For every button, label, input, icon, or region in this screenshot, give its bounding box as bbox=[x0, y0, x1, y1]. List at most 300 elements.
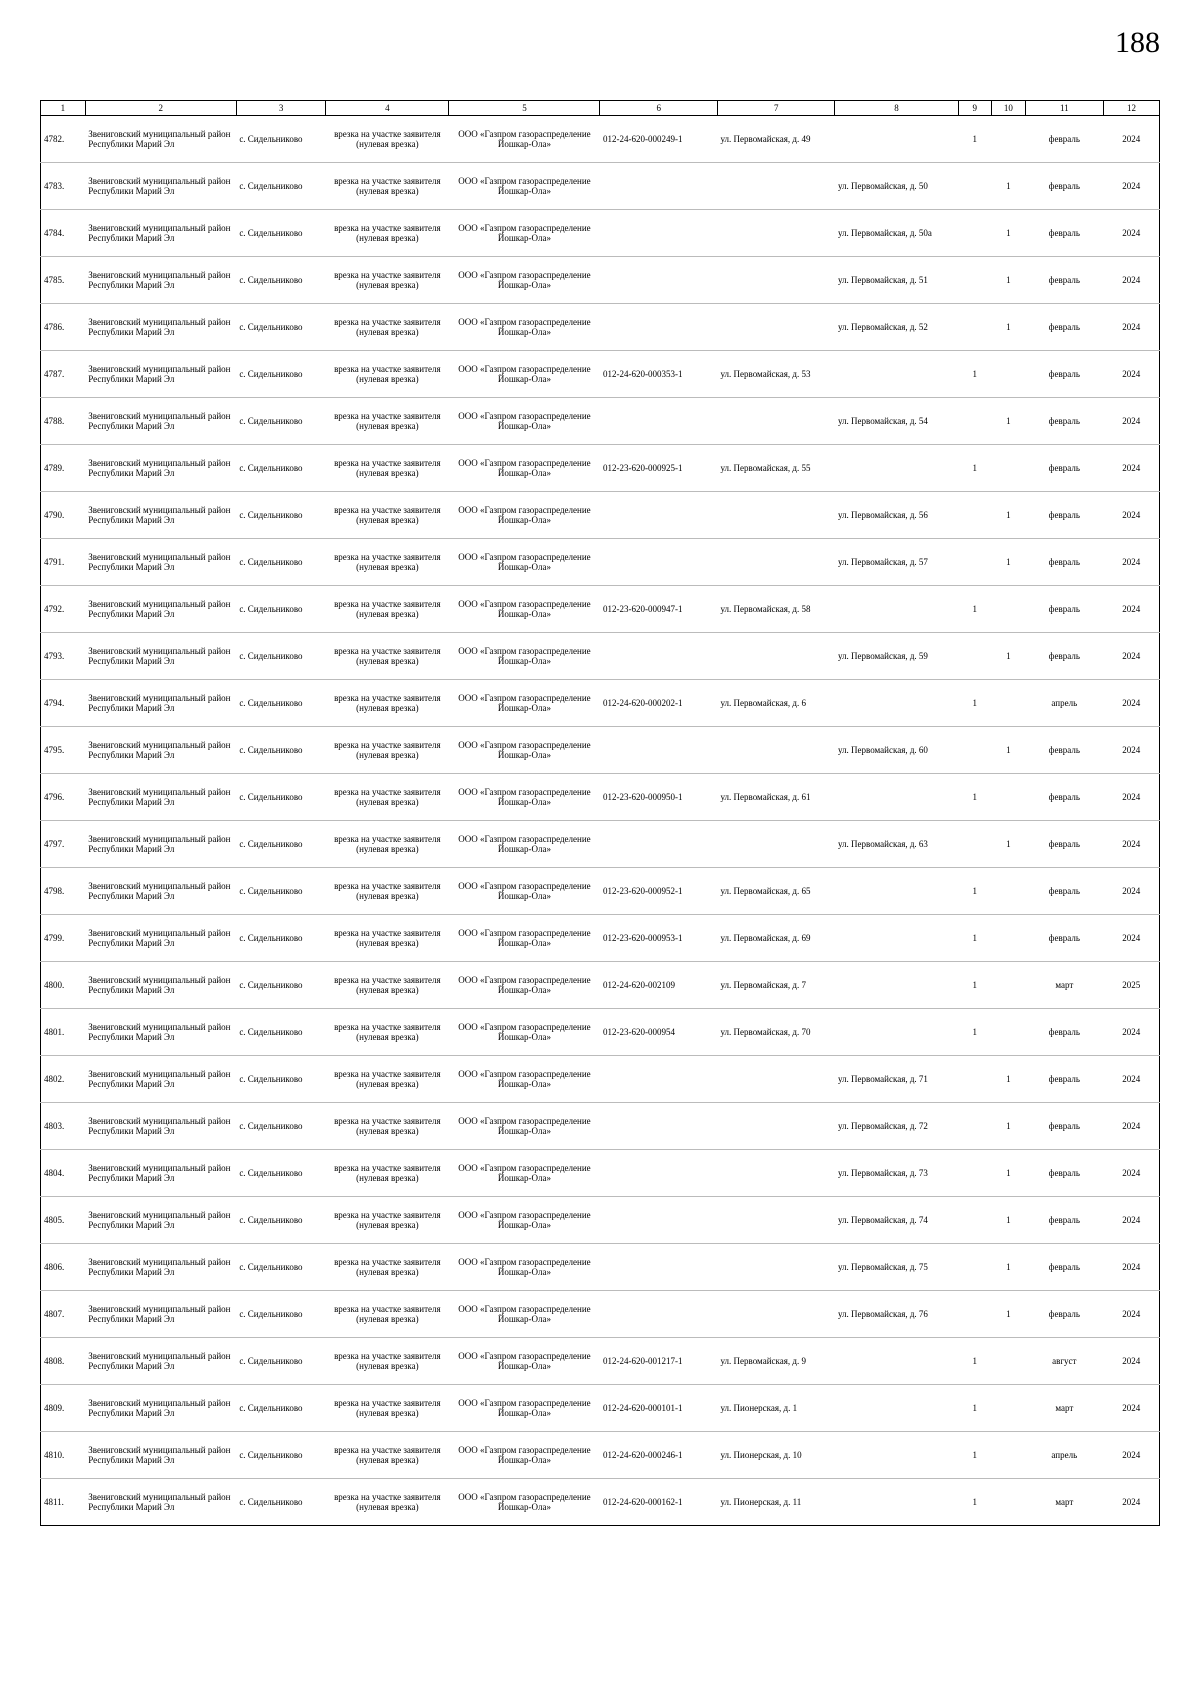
count-alt-cell: 1 bbox=[992, 727, 1026, 774]
work-type-cell: врезка на участке заявителя (нулевая врезка) bbox=[326, 492, 449, 539]
month-cell: февраль bbox=[1025, 445, 1103, 492]
count-alt-cell bbox=[992, 1432, 1026, 1479]
month-cell: март bbox=[1025, 1385, 1103, 1432]
year-cell: 2024 bbox=[1103, 1479, 1159, 1526]
table-row bbox=[41, 821, 1160, 868]
contract-code-cell: 012-24-620-000249-1 bbox=[600, 116, 717, 163]
organization-cell: ООО «Газпром газораспределение Йошкар-Ола» bbox=[449, 774, 600, 821]
address-alt-cell bbox=[835, 116, 958, 163]
count-alt-cell bbox=[992, 1009, 1026, 1056]
row-number: 4789. bbox=[41, 445, 86, 492]
district-cell: Звениговский муниципальный район Республики Марий Эл bbox=[85, 1385, 236, 1432]
work-type-cell: врезка на участке заявителя (нулевая врезка) bbox=[326, 727, 449, 774]
address-alt-cell bbox=[835, 774, 958, 821]
month-cell: февраль bbox=[1025, 257, 1103, 304]
month-cell: февраль bbox=[1025, 1103, 1103, 1150]
district-cell: Звениговский муниципальный район Республики Марий Эл bbox=[85, 1244, 236, 1291]
village-cell: с. Сидельниково bbox=[236, 1291, 326, 1338]
year-cell: 2024 bbox=[1103, 915, 1159, 962]
count-alt-cell bbox=[992, 1479, 1026, 1526]
count-cell: 1 bbox=[958, 868, 992, 915]
organization-cell: ООО «Газпром газораспределение Йошкар-Ола» bbox=[449, 1338, 600, 1385]
year-cell: 2024 bbox=[1103, 1197, 1159, 1244]
address-cell: ул. Первомайская, д. 7 bbox=[717, 962, 834, 1009]
count-cell bbox=[958, 1291, 992, 1338]
count-cell bbox=[958, 163, 992, 210]
count-alt-cell: 1 bbox=[992, 210, 1026, 257]
table-row bbox=[41, 633, 1160, 680]
address-cell bbox=[717, 821, 834, 868]
count-cell: 1 bbox=[958, 586, 992, 633]
month-cell: февраль bbox=[1025, 210, 1103, 257]
district-cell: Звениговский муниципальный район Республики Марий Эл bbox=[85, 1197, 236, 1244]
village-cell: с. Сидельниково bbox=[236, 1479, 326, 1526]
village-cell: с. Сидельниково bbox=[236, 1244, 326, 1291]
contract-code-cell bbox=[600, 539, 717, 586]
contract-code-cell bbox=[600, 727, 717, 774]
work-type-cell: врезка на участке заявителя (нулевая врезка) bbox=[326, 962, 449, 1009]
address-cell bbox=[717, 398, 834, 445]
column-number-row bbox=[41, 101, 1160, 116]
address-alt-cell: ул. Первомайская, д. 50 bbox=[835, 163, 958, 210]
village-cell: с. Сидельниково bbox=[236, 1103, 326, 1150]
count-cell bbox=[958, 727, 992, 774]
village-cell: с. Сидельниково bbox=[236, 633, 326, 680]
month-cell: февраль bbox=[1025, 1009, 1103, 1056]
district-cell: Звениговский муниципальный район Республики Марий Эл bbox=[85, 1338, 236, 1385]
address-cell bbox=[717, 492, 834, 539]
address-cell: ул. Первомайская, д. 53 bbox=[717, 351, 834, 398]
contract-code-cell: 012-24-620-000202-1 bbox=[600, 680, 717, 727]
count-alt-cell: 1 bbox=[992, 492, 1026, 539]
contract-code-cell: 012-24-620-000353-1 bbox=[600, 351, 717, 398]
year-cell: 2024 bbox=[1103, 351, 1159, 398]
address-alt-cell bbox=[835, 1338, 958, 1385]
village-cell: с. Сидельниково bbox=[236, 492, 326, 539]
count-cell: 1 bbox=[958, 1432, 992, 1479]
work-type-cell: врезка на участке заявителя (нулевая врезка) bbox=[326, 680, 449, 727]
address-cell: ул. Первомайская, д. 70 bbox=[717, 1009, 834, 1056]
work-type-cell: врезка на участке заявителя (нулевая врезка) bbox=[326, 116, 449, 163]
table-row bbox=[41, 868, 1160, 915]
count-alt-cell: 1 bbox=[992, 1197, 1026, 1244]
village-cell: с. Сидельниково bbox=[236, 821, 326, 868]
row-number: 4791. bbox=[41, 539, 86, 586]
month-cell: апрель bbox=[1025, 680, 1103, 727]
count-cell: 1 bbox=[958, 351, 992, 398]
count-alt-cell: 1 bbox=[992, 633, 1026, 680]
work-type-cell: врезка на участке заявителя (нулевая врезка) bbox=[326, 1009, 449, 1056]
organization-cell: ООО «Газпром газораспределение Йошкар-Ола» bbox=[449, 915, 600, 962]
village-cell: с. Сидельниково bbox=[236, 445, 326, 492]
count-alt-cell: 1 bbox=[992, 539, 1026, 586]
count-alt-cell bbox=[992, 116, 1026, 163]
row-number: 4802. bbox=[41, 1056, 86, 1103]
work-type-cell: врезка на участке заявителя (нулевая врезка) bbox=[326, 163, 449, 210]
address-alt-cell bbox=[835, 1432, 958, 1479]
month-cell: февраль bbox=[1025, 492, 1103, 539]
contract-code-cell bbox=[600, 1244, 717, 1291]
district-cell: Звениговский муниципальный район Республики Марий Эл bbox=[85, 868, 236, 915]
district-cell: Звениговский муниципальный район Республики Марий Эл bbox=[85, 633, 236, 680]
organization-cell: ООО «Газпром газораспределение Йошкар-Ола» bbox=[449, 116, 600, 163]
table-body bbox=[41, 116, 1160, 1526]
work-type-cell: врезка на участке заявителя (нулевая врезка) bbox=[326, 257, 449, 304]
count-alt-cell: 1 bbox=[992, 304, 1026, 351]
district-cell: Звениговский муниципальный район Республики Марий Эл bbox=[85, 821, 236, 868]
page-number: 188 bbox=[1115, 26, 1160, 59]
count-alt-cell bbox=[992, 351, 1026, 398]
count-cell bbox=[958, 1244, 992, 1291]
district-cell: Звениговский муниципальный район Республики Марий Эл bbox=[85, 774, 236, 821]
contract-code-cell bbox=[600, 1291, 717, 1338]
district-cell: Звениговский муниципальный район Республики Марий Эл bbox=[85, 962, 236, 1009]
table-row bbox=[41, 539, 1160, 586]
address-alt-cell: ул. Первомайская, д. 56 bbox=[835, 492, 958, 539]
row-number: 4786. bbox=[41, 304, 86, 351]
address-alt-cell: ул. Первомайская, д. 60 bbox=[835, 727, 958, 774]
village-cell: с. Сидельниково bbox=[236, 210, 326, 257]
row-number: 4811. bbox=[41, 1479, 86, 1526]
row-number: 4788. bbox=[41, 398, 86, 445]
gasification-table bbox=[40, 100, 1160, 1526]
count-alt-cell: 1 bbox=[992, 1056, 1026, 1103]
year-cell: 2024 bbox=[1103, 539, 1159, 586]
address-cell bbox=[717, 163, 834, 210]
count-cell bbox=[958, 210, 992, 257]
count-cell bbox=[958, 539, 992, 586]
count-alt-cell: 1 bbox=[992, 1244, 1026, 1291]
district-cell: Звениговский муниципальный район Республики Марий Эл bbox=[85, 257, 236, 304]
table-row bbox=[41, 1385, 1160, 1432]
contract-code-cell: 012-23-620-000947-1 bbox=[600, 586, 717, 633]
count-cell bbox=[958, 1103, 992, 1150]
count-alt-cell: 1 bbox=[992, 1150, 1026, 1197]
work-type-cell: врезка на участке заявителя (нулевая врезка) bbox=[326, 1197, 449, 1244]
year-cell: 2024 bbox=[1103, 1338, 1159, 1385]
organization-cell: ООО «Газпром газораспределение Йошкар-Ола» bbox=[449, 304, 600, 351]
work-type-cell: врезка на участке заявителя (нулевая врезка) bbox=[326, 1432, 449, 1479]
village-cell: с. Сидельниково bbox=[236, 398, 326, 445]
address-alt-cell: ул. Первомайская, д. 73 bbox=[835, 1150, 958, 1197]
village-cell: с. Сидельниково bbox=[236, 1432, 326, 1479]
address-alt-cell: ул. Первомайская, д. 72 bbox=[835, 1103, 958, 1150]
work-type-cell: врезка на участке заявителя (нулевая врезка) bbox=[326, 868, 449, 915]
organization-cell: ООО «Газпром газораспределение Йошкар-Ола» bbox=[449, 1244, 600, 1291]
row-number: 4810. bbox=[41, 1432, 86, 1479]
address-alt-cell bbox=[835, 915, 958, 962]
address-cell: ул. Первомайская, д. 55 bbox=[717, 445, 834, 492]
column-header: 8 bbox=[835, 101, 958, 116]
month-cell: март bbox=[1025, 1479, 1103, 1526]
contract-code-cell bbox=[600, 1103, 717, 1150]
table-row bbox=[41, 1432, 1160, 1479]
address-cell: ул. Первомайская, д. 6 bbox=[717, 680, 834, 727]
address-alt-cell bbox=[835, 1385, 958, 1432]
work-type-cell: врезка на участке заявителя (нулевая врезка) bbox=[326, 539, 449, 586]
work-type-cell: врезка на участке заявителя (нулевая врезка) bbox=[326, 351, 449, 398]
district-cell: Звениговский муниципальный район Республики Марий Эл bbox=[85, 210, 236, 257]
column-header: 6 bbox=[600, 101, 717, 116]
row-number: 4799. bbox=[41, 915, 86, 962]
count-alt-cell: 1 bbox=[992, 821, 1026, 868]
contract-code-cell: 012-23-620-000952-1 bbox=[600, 868, 717, 915]
year-cell: 2024 bbox=[1103, 304, 1159, 351]
contract-code-cell bbox=[600, 1197, 717, 1244]
village-cell: с. Сидельниково bbox=[236, 116, 326, 163]
address-alt-cell: ул. Первомайская, д. 75 bbox=[835, 1244, 958, 1291]
organization-cell: ООО «Газпром газораспределение Йошкар-Ола» bbox=[449, 1291, 600, 1338]
address-cell bbox=[717, 727, 834, 774]
contract-code-cell: 012-23-620-000954 bbox=[600, 1009, 717, 1056]
month-cell: февраль bbox=[1025, 774, 1103, 821]
year-cell: 2024 bbox=[1103, 633, 1159, 680]
count-cell: 1 bbox=[958, 680, 992, 727]
count-alt-cell: 1 bbox=[992, 163, 1026, 210]
village-cell: с. Сидельниково bbox=[236, 586, 326, 633]
count-alt-cell: 1 bbox=[992, 1291, 1026, 1338]
count-alt-cell bbox=[992, 962, 1026, 1009]
year-cell: 2024 bbox=[1103, 586, 1159, 633]
month-cell: февраль bbox=[1025, 915, 1103, 962]
count-alt-cell bbox=[992, 774, 1026, 821]
row-number: 4803. bbox=[41, 1103, 86, 1150]
contract-code-cell bbox=[600, 821, 717, 868]
count-cell bbox=[958, 257, 992, 304]
address-cell bbox=[717, 1291, 834, 1338]
row-number: 4782. bbox=[41, 116, 86, 163]
organization-cell: ООО «Газпром газораспределение Йошкар-Ола» bbox=[449, 868, 600, 915]
table-row bbox=[41, 1197, 1160, 1244]
work-type-cell: врезка на участке заявителя (нулевая врезка) bbox=[326, 1103, 449, 1150]
work-type-cell: врезка на участке заявителя (нулевая врезка) bbox=[326, 1056, 449, 1103]
count-alt-cell bbox=[992, 1385, 1026, 1432]
organization-cell: ООО «Газпром газораспределение Йошкар-Ола» bbox=[449, 821, 600, 868]
organization-cell: ООО «Газпром газораспределение Йошкар-Ола» bbox=[449, 586, 600, 633]
table-row bbox=[41, 1009, 1160, 1056]
row-number: 4800. bbox=[41, 962, 86, 1009]
column-header: 4 bbox=[326, 101, 449, 116]
address-alt-cell bbox=[835, 1479, 958, 1526]
count-cell: 1 bbox=[958, 1479, 992, 1526]
address-alt-cell bbox=[835, 445, 958, 492]
address-cell: ул. Первомайская, д. 61 bbox=[717, 774, 834, 821]
table-row bbox=[41, 727, 1160, 774]
village-cell: с. Сидельниково bbox=[236, 539, 326, 586]
address-cell bbox=[717, 633, 834, 680]
year-cell: 2024 bbox=[1103, 1432, 1159, 1479]
month-cell: февраль bbox=[1025, 821, 1103, 868]
column-header: 2 bbox=[85, 101, 236, 116]
table-row bbox=[41, 774, 1160, 821]
row-number: 4795. bbox=[41, 727, 86, 774]
column-header: 3 bbox=[236, 101, 326, 116]
year-cell: 2024 bbox=[1103, 727, 1159, 774]
contract-code-cell: 012-23-620-000950-1 bbox=[600, 774, 717, 821]
village-cell: с. Сидельниково bbox=[236, 163, 326, 210]
table-row bbox=[41, 163, 1160, 210]
organization-cell: ООО «Газпром газораспределение Йошкар-Ола» bbox=[449, 492, 600, 539]
year-cell: 2024 bbox=[1103, 680, 1159, 727]
contract-code-cell bbox=[600, 398, 717, 445]
village-cell: с. Сидельниково bbox=[236, 962, 326, 1009]
row-number: 4805. bbox=[41, 1197, 86, 1244]
district-cell: Звениговский муниципальный район Республики Марий Эл bbox=[85, 586, 236, 633]
district-cell: Звениговский муниципальный район Республики Марий Эл bbox=[85, 915, 236, 962]
organization-cell: ООО «Газпром газораспределение Йошкар-Ола» bbox=[449, 727, 600, 774]
village-cell: с. Сидельниково bbox=[236, 774, 326, 821]
count-alt-cell bbox=[992, 445, 1026, 492]
table-row bbox=[41, 116, 1160, 163]
count-cell: 1 bbox=[958, 445, 992, 492]
row-number: 4792. bbox=[41, 586, 86, 633]
count-cell: 1 bbox=[958, 962, 992, 1009]
contract-code-cell: 012-24-620-002109 bbox=[600, 962, 717, 1009]
work-type-cell: врезка на участке заявителя (нулевая врезка) bbox=[326, 1244, 449, 1291]
document-table-wrapper bbox=[40, 100, 1160, 1526]
table-row bbox=[41, 257, 1160, 304]
address-alt-cell: ул. Первомайская, д. 51 bbox=[835, 257, 958, 304]
organization-cell: ООО «Газпром газораспределение Йошкар-Ола» bbox=[449, 1009, 600, 1056]
village-cell: с. Сидельниково bbox=[236, 868, 326, 915]
district-cell: Звениговский муниципальный район Республики Марий Эл bbox=[85, 1056, 236, 1103]
table-row bbox=[41, 1338, 1160, 1385]
table-row bbox=[41, 445, 1160, 492]
address-cell: ул. Первомайская, д. 65 bbox=[717, 868, 834, 915]
table-row bbox=[41, 1103, 1160, 1150]
row-number: 4785. bbox=[41, 257, 86, 304]
month-cell: февраль bbox=[1025, 116, 1103, 163]
count-cell bbox=[958, 1197, 992, 1244]
month-cell: февраль bbox=[1025, 633, 1103, 680]
row-number: 4809. bbox=[41, 1385, 86, 1432]
month-cell: март bbox=[1025, 962, 1103, 1009]
work-type-cell: врезка на участке заявителя (нулевая врезка) bbox=[326, 1338, 449, 1385]
row-number: 4798. bbox=[41, 868, 86, 915]
address-alt-cell bbox=[835, 586, 958, 633]
address-alt-cell bbox=[835, 868, 958, 915]
organization-cell: ООО «Газпром газораспределение Йошкар-Ола» bbox=[449, 398, 600, 445]
contract-code-cell bbox=[600, 210, 717, 257]
row-number: 4794. bbox=[41, 680, 86, 727]
month-cell: февраль bbox=[1025, 1056, 1103, 1103]
district-cell: Звениговский муниципальный район Республики Марий Эл bbox=[85, 1150, 236, 1197]
village-cell: с. Сидельниково bbox=[236, 915, 326, 962]
month-cell: февраль bbox=[1025, 1291, 1103, 1338]
address-cell: ул. Первомайская, д. 69 bbox=[717, 915, 834, 962]
organization-cell: ООО «Газпром газораспределение Йошкар-Ола» bbox=[449, 633, 600, 680]
row-number: 4783. bbox=[41, 163, 86, 210]
address-alt-cell: ул. Первомайская, д. 76 bbox=[835, 1291, 958, 1338]
contract-code-cell bbox=[600, 163, 717, 210]
count-cell: 1 bbox=[958, 116, 992, 163]
organization-cell: ООО «Газпром газораспределение Йошкар-Ола» bbox=[449, 445, 600, 492]
address-alt-cell bbox=[835, 1009, 958, 1056]
address-cell bbox=[717, 210, 834, 257]
year-cell: 2024 bbox=[1103, 1103, 1159, 1150]
address-alt-cell: ул. Первомайская, д. 59 bbox=[835, 633, 958, 680]
column-header: 7 bbox=[717, 101, 834, 116]
year-cell: 2024 bbox=[1103, 1291, 1159, 1338]
table-row bbox=[41, 398, 1160, 445]
count-alt-cell: 1 bbox=[992, 257, 1026, 304]
village-cell: с. Сидельниково bbox=[236, 1197, 326, 1244]
row-number: 4790. bbox=[41, 492, 86, 539]
work-type-cell: врезка на участке заявителя (нулевая врезка) bbox=[326, 304, 449, 351]
count-alt-cell: 1 bbox=[992, 398, 1026, 445]
village-cell: с. Сидельниково bbox=[236, 1009, 326, 1056]
address-alt-cell bbox=[835, 351, 958, 398]
column-header: 12 bbox=[1103, 101, 1159, 116]
month-cell: февраль bbox=[1025, 304, 1103, 351]
village-cell: с. Сидельниково bbox=[236, 1056, 326, 1103]
work-type-cell: врезка на участке заявителя (нулевая врезка) bbox=[326, 1385, 449, 1432]
district-cell: Звениговский муниципальный район Республики Марий Эл bbox=[85, 1479, 236, 1526]
contract-code-cell bbox=[600, 304, 717, 351]
table-row bbox=[41, 680, 1160, 727]
organization-cell: ООО «Газпром газораспределение Йошкар-Ола» bbox=[449, 210, 600, 257]
year-cell: 2024 bbox=[1103, 445, 1159, 492]
year-cell: 2024 bbox=[1103, 868, 1159, 915]
column-header: 10 bbox=[992, 101, 1026, 116]
organization-cell: ООО «Газпром газораспределение Йошкар-Ола» bbox=[449, 962, 600, 1009]
district-cell: Звениговский муниципальный район Республики Марий Эл bbox=[85, 116, 236, 163]
district-cell: Звениговский муниципальный район Республики Марий Эл bbox=[85, 445, 236, 492]
month-cell: февраль bbox=[1025, 586, 1103, 633]
address-cell: ул. Первомайская, д. 58 bbox=[717, 586, 834, 633]
contract-code-cell: 012-23-620-000925-1 bbox=[600, 445, 717, 492]
address-alt-cell: ул. Первомайская, д. 71 bbox=[835, 1056, 958, 1103]
address-alt-cell: ул. Первомайская, д. 63 bbox=[835, 821, 958, 868]
address-alt-cell: ул. Первомайская, д. 57 bbox=[835, 539, 958, 586]
row-number: 4784. bbox=[41, 210, 86, 257]
count-alt-cell bbox=[992, 680, 1026, 727]
contract-code-cell bbox=[600, 1056, 717, 1103]
work-type-cell: врезка на участке заявителя (нулевая врезка) bbox=[326, 1150, 449, 1197]
row-number: 4801. bbox=[41, 1009, 86, 1056]
count-cell: 1 bbox=[958, 774, 992, 821]
month-cell: февраль bbox=[1025, 727, 1103, 774]
address-cell: ул. Пионерская, д. 1 bbox=[717, 1385, 834, 1432]
row-number: 4807. bbox=[41, 1291, 86, 1338]
year-cell: 2024 bbox=[1103, 1385, 1159, 1432]
count-cell: 1 bbox=[958, 1338, 992, 1385]
district-cell: Звениговский муниципальный район Республики Марий Эл bbox=[85, 398, 236, 445]
count-cell bbox=[958, 398, 992, 445]
address-cell bbox=[717, 1244, 834, 1291]
table-row bbox=[41, 962, 1160, 1009]
work-type-cell: врезка на участке заявителя (нулевая врезка) bbox=[326, 821, 449, 868]
address-alt-cell bbox=[835, 962, 958, 1009]
village-cell: с. Сидельниково bbox=[236, 1385, 326, 1432]
district-cell: Звениговский муниципальный район Республики Марий Эл bbox=[85, 163, 236, 210]
address-alt-cell: ул. Первомайская, д. 50а bbox=[835, 210, 958, 257]
year-cell: 2024 bbox=[1103, 774, 1159, 821]
district-cell: Звениговский муниципальный район Республики Марий Эл bbox=[85, 1103, 236, 1150]
table-row bbox=[41, 1479, 1160, 1526]
district-cell: Звениговский муниципальный район Республики Марий Эл bbox=[85, 304, 236, 351]
year-cell: 2024 bbox=[1103, 1150, 1159, 1197]
row-number: 4808. bbox=[41, 1338, 86, 1385]
district-cell: Звениговский муниципальный район Республики Марий Эл bbox=[85, 727, 236, 774]
district-cell: Звениговский муниципальный район Республики Марий Эл bbox=[85, 351, 236, 398]
month-cell: февраль bbox=[1025, 539, 1103, 586]
organization-cell: ООО «Газпром газораспределение Йошкар-Ола» bbox=[449, 1056, 600, 1103]
organization-cell: ООО «Газпром газораспределение Йошкар-Ола» bbox=[449, 257, 600, 304]
count-cell bbox=[958, 633, 992, 680]
year-cell: 2024 bbox=[1103, 821, 1159, 868]
column-header: 1 bbox=[41, 101, 86, 116]
